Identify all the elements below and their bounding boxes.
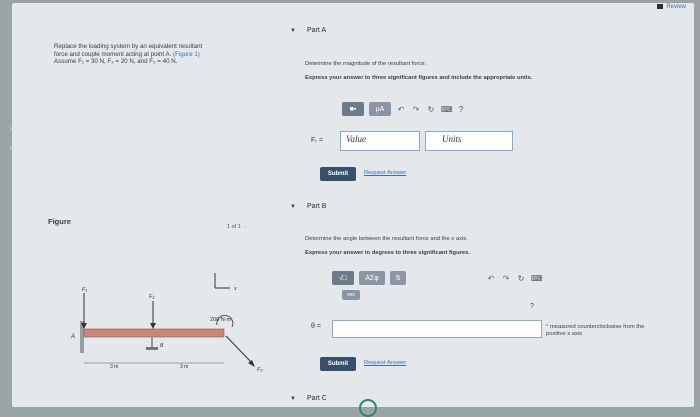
part-a-request-answer-link[interactable]: Request Answer (364, 170, 407, 176)
part-a-instruction: Express your answer to three significant figures and include the appropriate units. (305, 75, 533, 81)
keyboard-icon[interactable]: ⌨ (441, 104, 453, 114)
part-b-question: Determine the angle between the resultant force and the x axis. (305, 236, 468, 242)
chevron-right-icon: › (9, 143, 13, 154)
vec-button[interactable]: vec (342, 290, 360, 300)
force-f1-arrow (81, 293, 87, 329)
review-label: Review (666, 4, 686, 10)
collapse-triangle-icon[interactable]: ▼ (290, 204, 296, 210)
status-circle-icon (359, 399, 377, 417)
undo-icon[interactable]: ↶ (487, 273, 495, 283)
problem-line (54, 51, 264, 59)
figure-pager (227, 224, 247, 230)
part-a-submit-button[interactable]: Submit (320, 167, 356, 181)
part-a-question: Determine the magnitude of the resultant force. (305, 61, 427, 67)
next-figure-button[interactable]: › (244, 224, 247, 230)
problem-statement (54, 43, 264, 66)
collapse-triangle-icon[interactable]: ▼ (290, 28, 296, 34)
redo-icon[interactable]: ↷ (502, 273, 510, 283)
part-b-toolbar-right (486, 270, 541, 286)
beam (84, 329, 224, 337)
f3-label: F₃ (257, 367, 263, 373)
sqrt-template-button[interactable]: √□ (332, 271, 354, 285)
review-link[interactable] (657, 4, 686, 10)
x-axis-label: x (234, 286, 237, 292)
dimension-label: 3 m (180, 364, 189, 370)
help-icon[interactable]: ? (530, 303, 534, 310)
f2-label: F₂ (149, 294, 155, 300)
point-label: A. (165, 50, 172, 58)
point-b-label: B (160, 343, 164, 349)
figure-heading: Figure (48, 217, 71, 226)
part-b-request-answer-link[interactable]: Request Answer (364, 360, 407, 366)
beam-figure (62, 243, 292, 393)
greek-symbols-button[interactable]: AΣφ (359, 271, 385, 285)
point-a-label: A (71, 334, 76, 340)
value-input[interactable]: Value (340, 131, 420, 151)
problem-line: Replace the loading system by an equivalent resultant (54, 43, 203, 50)
support-b (146, 337, 158, 350)
help-icon[interactable]: ? (458, 104, 464, 114)
dimension-label: 3 m (110, 364, 119, 370)
part-b-toolbar (332, 270, 406, 286)
reset-icon[interactable]: ↻ (427, 104, 435, 114)
angle-suffix (546, 324, 644, 338)
arrows-button[interactable]: ⇅ (390, 271, 406, 285)
part-a-toolbar (342, 101, 466, 117)
problem-text: force and couple moment acting at point (54, 50, 166, 58)
review-icon (657, 4, 663, 9)
part-b-submit-button[interactable]: Submit (320, 357, 356, 371)
moment-label: 200 N·m (210, 317, 232, 323)
part-b-instruction: Express your answer in degrees to three significant figures. (305, 250, 470, 256)
screen (9, 3, 694, 407)
problem-line: Assume F₁ = 30 N, F₂ = 20 N, and F₃ = 40 N. (54, 58, 178, 66)
angle-suffix-line: ° measured counterclockwise from the (546, 324, 645, 330)
part-b-title[interactable]: Part B (307, 203, 327, 210)
undo-icon[interactable]: ↶ (397, 104, 405, 114)
force-f3-arrow (226, 336, 255, 367)
axis-glyph (215, 273, 230, 288)
pager-text: 1 of 1 (227, 224, 241, 230)
template-button[interactable]: ■▪ (342, 102, 364, 116)
part-a-var-label: Fᵣ = (311, 137, 323, 144)
part-a-title[interactable]: Part A (307, 27, 327, 34)
force-f2-arrow (150, 301, 156, 329)
reset-icon[interactable]: ↻ (517, 273, 525, 283)
keyboard-icon[interactable]: ⌨ (531, 273, 543, 283)
chevron-right-icon: › (9, 123, 13, 134)
figure-link[interactable]: (Figure 1) (173, 50, 200, 58)
part-b-var-label: θ = (311, 323, 321, 330)
f1-label: F₁ (82, 287, 88, 293)
units-template-button[interactable]: μA (369, 102, 391, 116)
collapse-triangle-icon[interactable]: ▼ (290, 396, 296, 402)
part-c-title[interactable]: Part C (307, 395, 327, 402)
angle-suffix-line: positive x axis (546, 331, 583, 337)
angle-input[interactable] (332, 320, 542, 338)
redo-icon[interactable]: ↷ (412, 104, 420, 114)
units-input[interactable]: Units (425, 131, 513, 151)
